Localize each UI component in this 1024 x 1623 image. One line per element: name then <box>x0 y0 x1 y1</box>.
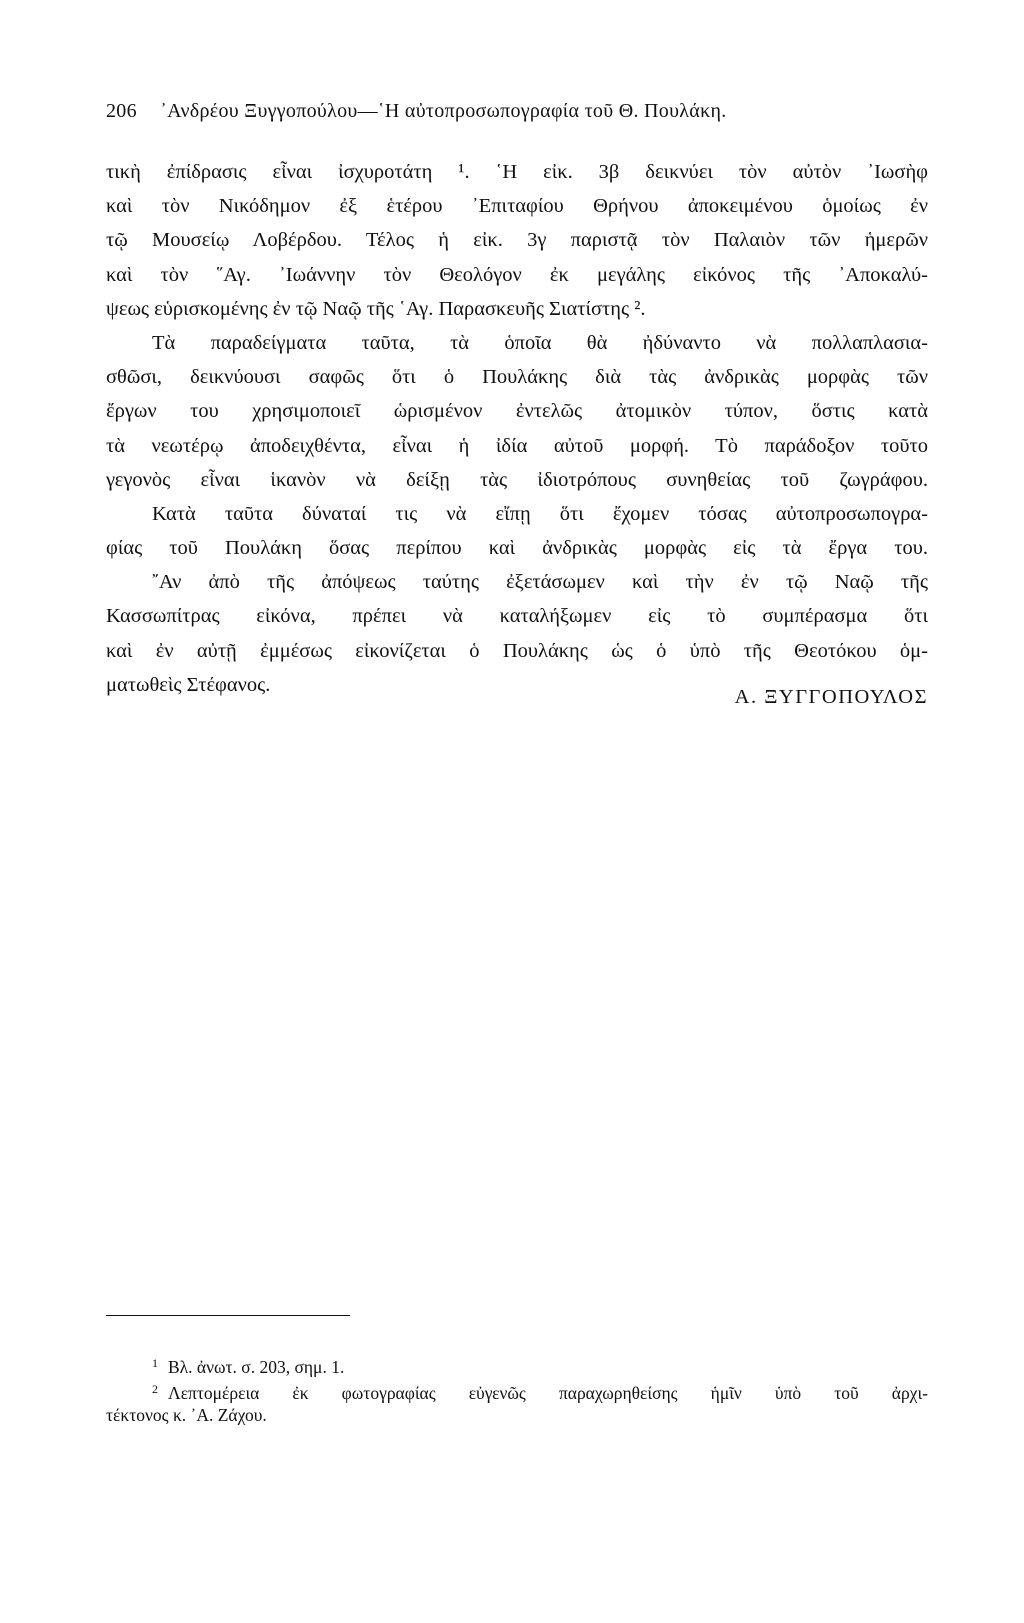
footnotes <box>106 1350 928 1428</box>
text-line: ῎Αν ἀπὸ τῆς ἀπόψεως ταύτης ἐξετάσωμεν καὶ τὴν ἐν τῷ Ναῷ τῆς <box>152 571 928 594</box>
footnote-2 <box>106 1376 928 1402</box>
text-line: καὶ τὸν Νικόδημον ἐξ ἑτέρου ᾿Επιταφίου Θρήνου ἀποκειμένου ὁμοίως ἐν <box>106 195 928 218</box>
text-line: ἔργων του χρησιμοποιεῖ ὡρισμένον ἐντελῶς ἀτομικὸν τύπον, ὅστις κατὰ <box>106 400 928 423</box>
text-line: Κατὰ ταῦτα δύναταί τις νὰ εἴπῃ ὅτι ἔχομεν τόσας αὐτοπροσωπογρα- <box>152 502 928 525</box>
footnote-mark: 1 <box>152 1356 158 1370</box>
article-body <box>106 155 928 702</box>
footnote-divider <box>106 1315 350 1316</box>
footnote-text: Βλ. ἀνωτ. σ. 203, σημ. 1. <box>168 1357 345 1377</box>
text-line: γεγονὸς εἶναι ἱκανὸν νὰ δείξῃ τὰς ἰδιοτρόπους συνηθείας τοῦ ζωγράφου. <box>106 468 928 491</box>
text-line: τὰ νεωτέρῳ ἀποδειχθέντα, εἶναι ἡ ἰδία αὐτοῦ μορφή. Τὸ παράδοξον τοῦτο <box>106 434 928 457</box>
text-line: τικὴ ἐπίδρασις εἶναι ἰσχυροτάτη ¹. ῾Η εἰκ. 3β δεικνύει τὸν αὐτὸν ᾿Ιωσὴφ <box>106 161 928 183</box>
text-line: Τὰ παραδείγματα ταῦτα, τὰ ὁποῖα θὰ ἠδύναντο νὰ πολλαπλασια- <box>152 331 928 354</box>
text-line: ψεως εὑρισκομένης ἐν τῷ Ναῷ τῆς ῾Αγ. Παρασκευῆς Σιατίστης ². <box>106 297 646 320</box>
author-signature: Α. ΞΥΓΓΟΠΟΥΛΟΣ <box>734 686 928 708</box>
page-number: 206 <box>106 100 137 122</box>
text-line: σθῶσι, δεικνύουσι σαφῶς ὅτι ὁ Πουλάκης διὰ τὰς ἀνδρικὰς μορφὰς τῶν <box>106 366 928 389</box>
text-line: ματωθεὶς Στέφανος. <box>106 673 271 696</box>
running-title: ᾿Ανδρέου Ξυγγοπούλου—῾Η αὐτοπροσωπογραφία τοῦ Θ. Πουλάκη. <box>160 100 727 122</box>
text-line: καὶ ἐν αὐτῇ ἐμμέσως εἰκονίζεται ὁ Πουλάκης ὡς ὁ ὑπὸ τῆς Θεοτόκου ὁμ- <box>106 639 928 662</box>
text-line: φίας τοῦ Πουλάκη ὅσας περίπου καὶ ἀνδρικὰς μορφὰς εἰς τὰ ἔργα του. <box>106 537 928 560</box>
running-head <box>106 100 926 123</box>
text-line: τῷ Μουσείῳ Λοβέρδου. Τέλος ἡ εἰκ. 3γ παριστᾷ τὸν Παλαιὸν τῶν ἡμερῶν <box>106 229 928 252</box>
footnote-text: Λεπτομέρεια ἐκ φωτογραφίας εὐγενῶς παραχωρηθείσης ἡμῖν ὑπὸ τοῦ ἀρχι- <box>168 1383 928 1403</box>
footnote-2-continuation: τέκτονος κ. ᾿Α. Ζάχου. <box>106 1405 267 1425</box>
footnote-mark: 2 <box>152 1382 158 1396</box>
footnote-1 <box>106 1350 928 1376</box>
text-line: Κασσωπίτρας εἰκόνα, πρέπει νὰ καταλήξωμεν εἰς τὸ συμπέρασμα ὅτι <box>106 605 928 628</box>
text-line: καὶ τὸν ῞Αγ. ᾿Ιωάννην τὸν Θεολόγον ἐκ μεγάλης εἰκόνος τῆς ᾿Αποκαλύ- <box>106 263 928 286</box>
